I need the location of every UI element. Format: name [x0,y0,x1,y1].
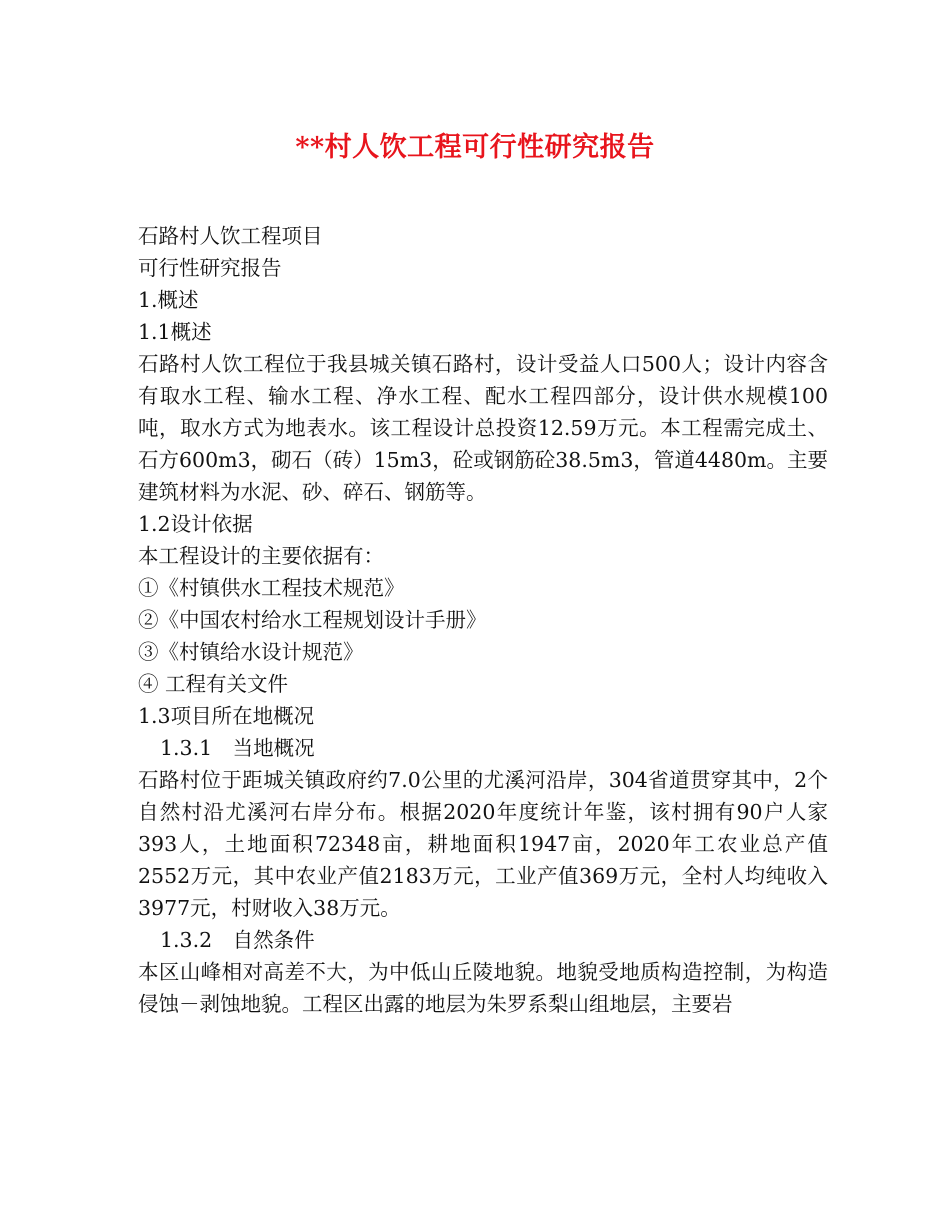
paragraph: 石路村人饮工程位于我县城关镇石路村，设计受益人口500人；设计内容含有取水工程、输水工程、净水工程、配水工程四部分，设计供水规模100吨，取水方式为地表水。该工程设计总投资12.59万元。本工程需完成土、石方600m3，砌石（砖）15m3，砼或钢筋砼38.5m3，管道4480m。主要建筑材料为水泥、砂、碎石、钢筋等。 [138,352,828,504]
list-item: ③《村镇给水设计规范》 [138,640,364,664]
subsection-heading: 1.3.1 当地概况 [160,736,315,760]
paragraph: 本区山峰相对高差不大，为中低山丘陵地貌。地貌受地质构造控制，为构造侵蚀－剥蚀地貌。工程区出露的地层为朱罗系梨山组地层，主要岩 [138,960,828,1016]
section-heading: 1.1概述 [138,320,212,344]
paragraph: 可行性研究报告 [138,256,282,280]
paragraph: 本工程设计的主要依据有： [138,544,384,568]
subsection-heading: 1.3.2 自然条件 [160,928,315,952]
section-heading: 1.2设计依据 [138,512,253,536]
document-title: **村人饮工程可行性研究报告 [295,132,655,163]
document-body [138,220,828,1020]
list-item: ②《中国农村给水工程规划设计手册》 [138,608,487,632]
section-heading: 1.概述 [138,288,199,312]
list-item: ④ 工程有关文件 [138,672,289,696]
section-heading: 1.3项目所在地概况 [138,704,315,728]
list-item: ①《村镇供水工程技术规范》 [138,576,405,600]
paragraph: 石路村位于距城关镇政府约7.0公里的尤溪河沿岸，304省道贯穿其中，2个自然村沿尤溪河右岸分布。根据2020年度统计年鉴，该村拥有90户人家393人，土地面积72348亩，耕地面积1947亩，2020年工农业总产值2552万元，其中农业产值2183万元，工业产值369万元，全村人均纯收入3977元，村财收入38万元。 [138,768,828,920]
paragraph: 石路村人饮工程项目 [138,224,323,248]
